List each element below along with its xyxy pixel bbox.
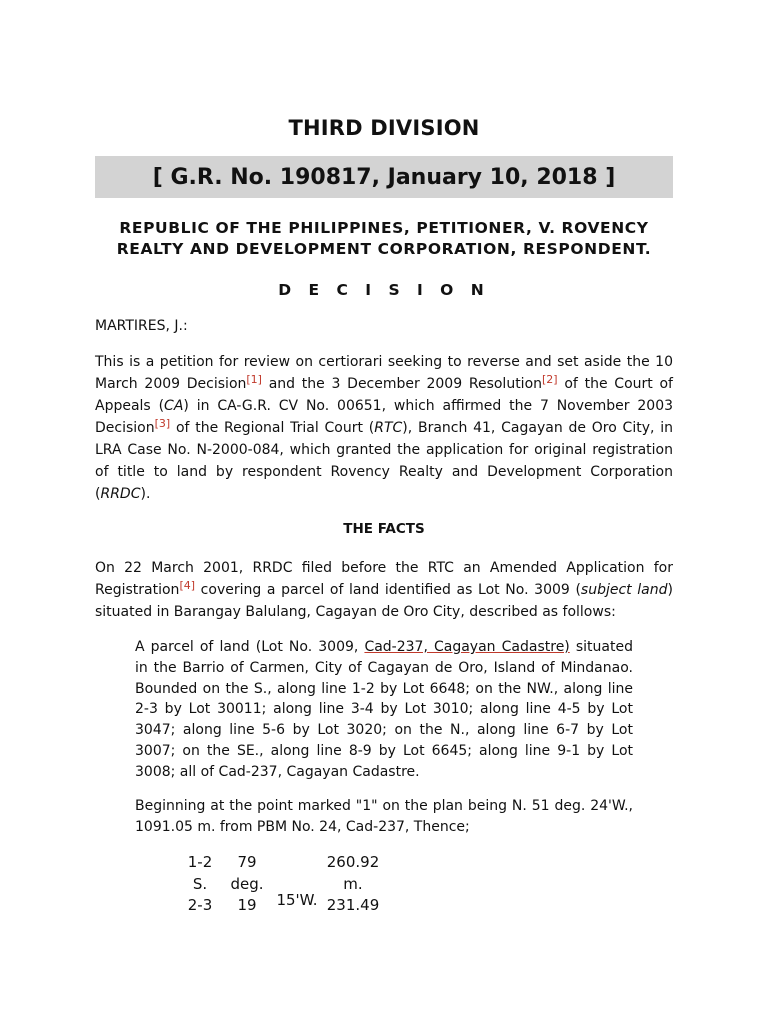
parties-line-2: REALTY AND DEVELOPMENT CORPORATION, RESPONDENT. [116, 240, 652, 258]
table-cell: 260.92 [326, 853, 380, 871]
paragraph-intro [95, 351, 673, 505]
text-run: This is a petition for review on certiorari seeking to reverse and set aside the 10 March 2009 Decision [95, 354, 673, 392]
footnote-link-4[interactable]: [4] [179, 579, 196, 592]
table-cell: 231.49 [326, 896, 380, 914]
case-number-banner [95, 156, 673, 198]
text-run: ) in CA-G.R. CV No. 00651, which affirmed the 7 November 2003 Decision [95, 398, 674, 436]
parties-line-1: REPUBLIC OF THE PHILIPPINES, PETITIONER, V. ROVENCY [119, 219, 649, 237]
text-run: On 22 March 2001, RRDC filed before the RTC an Amended Application for Registration [95, 560, 673, 598]
ponente: MARTIRES, J.: [95, 318, 188, 334]
abbrev-ca: CA [164, 398, 184, 414]
table-cell: 2-3 [187, 896, 213, 914]
text-run: A parcel of land (Lot No. 3009, [135, 639, 365, 655]
paragraph-facts [95, 557, 673, 623]
text-run: and the 3 December 2009 Resolution [261, 376, 543, 392]
table-cell: 19 [237, 896, 257, 914]
text-run: of the Regional Trial Court ( [170, 420, 375, 436]
abbrev-rtc: RTC [374, 420, 403, 436]
footnote-link-3[interactable]: [3] [154, 417, 171, 430]
table-row [183, 852, 217, 917]
blockquote-beginning-point: Beginning at the point marked "1" on the plan being N. 51 deg. 24'W., 1091.05 m. from PBM No. 24, Cad-237, Thence; [135, 798, 633, 835]
text-run: of the Court of Appeals ( [95, 376, 673, 414]
table-cell: 1-2 [187, 853, 213, 871]
table-cell: m. [343, 874, 363, 893]
blockquote-lot-description [135, 637, 633, 783]
cadastre-reference: Cad-237, Cagayan Cadastre) [364, 639, 570, 655]
table-row [323, 852, 383, 917]
abbrev-rrdc: RRDC [100, 486, 141, 502]
text-run: ), Branch 41, Cagayan de Oro City, in LRA Case No. N-2000-084, which granted the application for original registration of title to land by respondent Rovency Realty and Development Corporation ( [95, 420, 673, 502]
division-heading: THIRD DIVISION [288, 116, 480, 140]
table-cell: 15'W. [276, 891, 318, 909]
table-cell: deg. [230, 874, 264, 893]
table-row [225, 852, 269, 917]
table-cell: S. [192, 874, 208, 893]
table-cell: 79 [237, 853, 257, 871]
term-subject-land: subject land [580, 582, 668, 598]
decision-heading: D E C I S I O N [278, 281, 490, 299]
text-run: covering a parcel of land identified as Lot No. 3009 ( [195, 582, 581, 598]
text-run: situated in the Barrio of Carmen, City of Cagayan de Oro, Island of Mindanao. Bounded on the S., along line 1-2 by Lot 6648; on the NW., along line 2-3 by Lot 30011; along line 3-4 by Lot 3010; along line 4-5 by Lot 3047; along line 5-6 by Lot 3020; on the N., along line 6-7 by Lot 3007; on the SE., along line 8-9 by Lot 6645; along line 9-1 by Lot 3008; all of Cad-237, Cagayan Cadastre. [135, 639, 633, 780]
footnote-link-2[interactable]: [2] [542, 373, 558, 386]
case-parties [95, 218, 673, 260]
facts-heading: THE FACTS [343, 521, 425, 537]
footnote-link-1[interactable]: [1] [246, 373, 262, 386]
case-number: [ G.R. No. 190817, January 10, 2018 ] [152, 164, 616, 190]
text-run: ) situated in Barangay Balulang, Cagayan de Oro City, described as follows: [95, 582, 673, 620]
text-run: ). [140, 486, 151, 502]
